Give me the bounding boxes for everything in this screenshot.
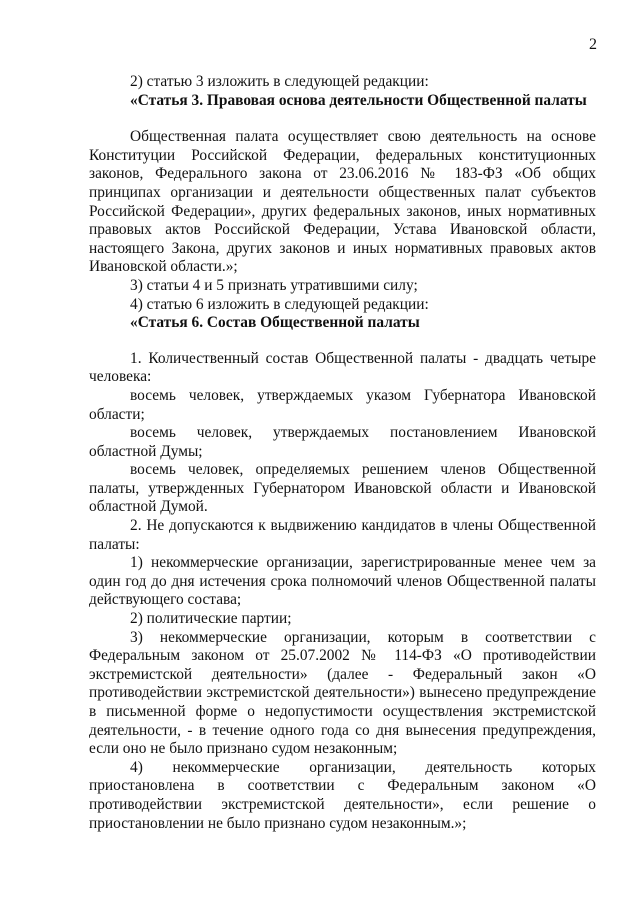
heading-article-6: «Статья 6. Состав Общественной палаты — [130, 314, 420, 332]
paragraph-duma-members: восемь человек, утверждаемых постановлением Ивановской областной Думы; — [89, 424, 596, 460]
paragraph-clause-2: 2. Не допускаются к выдвижению кандидатов в члены Общественной палаты: — [89, 517, 596, 553]
paragraph-repeal-articles-4-5: 3) статьи 4 и 5 признать утратившими силу; — [130, 276, 418, 294]
page-number: 2 — [589, 36, 597, 53]
paragraph-item-4: 4) некоммерческие организации, деятельность которых приостановлена в соответствии с Федеральным законом «О противодействии экстремистской деятельности», если решение о приостановлении не было признано судом незаконным.»; — [89, 758, 596, 832]
paragraph-governor-members: восемь человек, утверждаемых указом Губернатора Ивановской области; — [89, 386, 596, 423]
paragraph-amend-article-3: 2) статью 3 изложить в следующей редакции: — [130, 73, 429, 90]
paragraph-item-2: 2) политические партии; — [130, 610, 292, 628]
paragraph-clause-1: 1. Количественный состав Общественной палаты - двадцать четыре человека: — [89, 349, 596, 386]
document-body — [89, 73, 596, 833]
paragraph-amend-article-6: 4) статью 6 изложить в следующей редакции: — [130, 295, 429, 313]
heading-article-3: «Статья 3. Правовая основа деятельности Общественной палаты — [130, 91, 587, 109]
paragraph-chamber-members: восемь человек, определяемых решением членов Общественной палаты, утвержденных Губернатором Ивановской области и Ивановской областной Думой. — [89, 461, 596, 516]
paragraph-item-1: 1) некоммерческие организации, зарегистрированные менее чем за один год до дня истечения срока полномочий членов Общественной палаты действующего состава; — [89, 554, 596, 609]
paragraph-item-3: 3) некоммерческие организации, которым в соответствии с Федеральным законом от 25.07.2002 № 114-ФЗ «О противодействии экстремистской деятельности» (далее - Федеральный закон «О противодействии экстремистской деятельности») вынесено предупреждение в письменной форме о недопустимости осуществления экстремистской деятельности, - в течение одного года со дня вынесения предупреждения, если оно не было признано судом незаконным; — [89, 628, 596, 758]
paragraph-article-3-body: Общественная палата осуществляет свою деятельность на основе Конституции Российской Федерации, федеральных конституционных законов, Федерального закона от 23.06.2016 № 183-ФЗ «Об общих принципах организации и деятельности общественных палат субъектов Российской Федерации», других федеральных законов, иных нормативных правовых актов Российской Федерации, Устава Ивановской области, настоящего Закона, других законов и иных нормативных правовых актов Ивановской области.»; — [89, 128, 596, 276]
